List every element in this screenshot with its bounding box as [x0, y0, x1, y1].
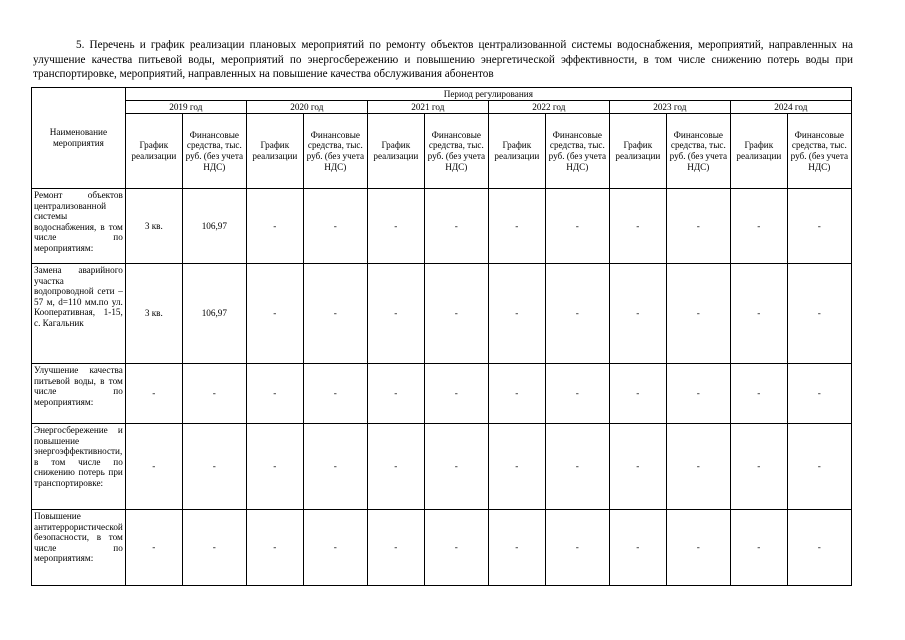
column-header-name: Наименование мероприятия — [32, 88, 126, 189]
column-header-schedule: График реализации — [246, 114, 303, 189]
schedule-cell: - — [488, 264, 545, 364]
finance-cell: - — [545, 510, 609, 586]
finance-cell: - — [424, 424, 488, 510]
finance-cell: - — [424, 264, 488, 364]
row-name-cell: Повышение антитеррористической безопасности, в том числе по мероприятиям: — [32, 510, 126, 586]
finance-cell: - — [787, 424, 851, 510]
schedule-cell: - — [246, 189, 303, 264]
finance-cell: - — [545, 364, 609, 424]
finance-cell: - — [666, 364, 730, 424]
schedule-cell: - — [488, 510, 545, 586]
finance-cell: - — [182, 424, 246, 510]
finance-cell: - — [303, 510, 367, 586]
finance-cell: - — [545, 264, 609, 364]
schedule-cell: - — [609, 510, 666, 586]
schedule-cell: - — [730, 424, 787, 510]
finance-cell: - — [666, 424, 730, 510]
schedule-cell: - — [609, 424, 666, 510]
schedule-cell: - — [488, 189, 545, 264]
finance-cell: - — [545, 189, 609, 264]
schedule-cell: 3 кв. — [125, 264, 182, 364]
table-row — [32, 264, 852, 364]
row-name-cell: Улучшение качества питьевой воды, в том числе по мероприятиям: — [32, 364, 126, 424]
finance-cell: - — [182, 364, 246, 424]
finance-cell: - — [182, 510, 246, 586]
finance-cell: - — [424, 189, 488, 264]
schedule-table — [31, 87, 852, 586]
finance-cell: - — [303, 264, 367, 364]
finance-cell: - — [424, 510, 488, 586]
year-header: 2019 год — [125, 101, 246, 114]
column-header-finance: Финансовые средства, тыс. руб. (без учета НДС) — [424, 114, 488, 189]
schedule-cell: - — [367, 264, 424, 364]
year-header: 2023 год — [609, 101, 730, 114]
finance-cell: - — [424, 364, 488, 424]
table-row — [32, 364, 852, 424]
schedule-cell: - — [367, 189, 424, 264]
schedule-cell: - — [246, 510, 303, 586]
year-header: 2020 год — [246, 101, 367, 114]
row-name-cell: Ремонт объектов централизованной системы водоснабжения, в том числе по мероприятиям: — [32, 189, 126, 264]
schedule-cell: - — [367, 424, 424, 510]
finance-cell: 106,97 — [182, 264, 246, 364]
finance-cell: - — [303, 364, 367, 424]
column-header-schedule: График реализации — [367, 114, 424, 189]
finance-cell: - — [787, 264, 851, 364]
finance-cell: - — [787, 510, 851, 586]
schedule-cell: - — [125, 364, 182, 424]
schedule-cell: - — [609, 189, 666, 264]
column-header-finance: Финансовые средства, тыс. руб. (без учета НДС) — [666, 114, 730, 189]
table-row — [32, 189, 852, 264]
row-name-cell: Энергосбережение и повышение энергоэффективности, в том числе по снижению потерь при транспортировке: — [32, 424, 126, 510]
finance-cell: - — [303, 189, 367, 264]
schedule-cell: - — [609, 364, 666, 424]
column-header-finance: Финансовые средства, тыс. руб. (без учета НДС) — [182, 114, 246, 189]
schedule-cell: - — [246, 364, 303, 424]
year-header: 2024 год — [730, 101, 851, 114]
column-header-schedule: График реализации — [125, 114, 182, 189]
schedule-cell: - — [246, 264, 303, 364]
year-header: 2021 год — [367, 101, 488, 114]
table-row — [32, 424, 852, 510]
column-header-schedule: График реализации — [609, 114, 666, 189]
finance-cell: - — [666, 264, 730, 364]
column-header-finance: Финансовые средства, тыс. руб. (без учета НДС) — [787, 114, 851, 189]
schedule-cell: - — [609, 264, 666, 364]
schedule-cell: - — [246, 424, 303, 510]
finance-cell: - — [303, 424, 367, 510]
schedule-cell: - — [730, 189, 787, 264]
schedule-cell: - — [367, 510, 424, 586]
schedule-cell: - — [730, 364, 787, 424]
finance-cell: 106,97 — [182, 189, 246, 264]
schedule-cell: - — [488, 364, 545, 424]
section-heading: 5. Перечень и график реализации плановых мероприятий по ремонту объектов централизованной системы водоснабжения, мероприятий, направленных на улучшение качества питьевой воды, мероприятий по энергосбережению и повышению энергетической эффективности, в том числе снижению потерь воды при транспортировке, мероприятий, направленных на повышение качества обслуживания абонентов — [33, 39, 853, 80]
column-header-finance: Финансовые средства, тыс. руб. (без учета НДС) — [303, 114, 367, 189]
schedule-cell: - — [125, 510, 182, 586]
finance-cell: - — [787, 189, 851, 264]
schedule-cell: - — [125, 424, 182, 510]
schedule-cell: - — [367, 364, 424, 424]
table-body — [32, 189, 852, 586]
column-header-schedule: График реализации — [730, 114, 787, 189]
finance-cell: - — [545, 424, 609, 510]
schedule-cell: - — [488, 424, 545, 510]
row-name-cell: Замена аварийного участка водопроводной сети – 57 м, d=110 мм.по ул. Кооперативная, 1-15, с. Кагальник — [32, 264, 126, 364]
finance-cell: - — [787, 364, 851, 424]
column-header-schedule: График реализации — [488, 114, 545, 189]
finance-cell: - — [666, 510, 730, 586]
column-header-finance: Финансовые средства, тыс. руб. (без учета НДС) — [545, 114, 609, 189]
finance-cell: - — [666, 189, 730, 264]
year-header: 2022 год — [488, 101, 609, 114]
table-row — [32, 510, 852, 586]
schedule-cell: - — [730, 264, 787, 364]
period-header: Период регулирования — [125, 88, 851, 101]
schedule-cell: - — [730, 510, 787, 586]
schedule-cell: 3 кв. — [125, 189, 182, 264]
